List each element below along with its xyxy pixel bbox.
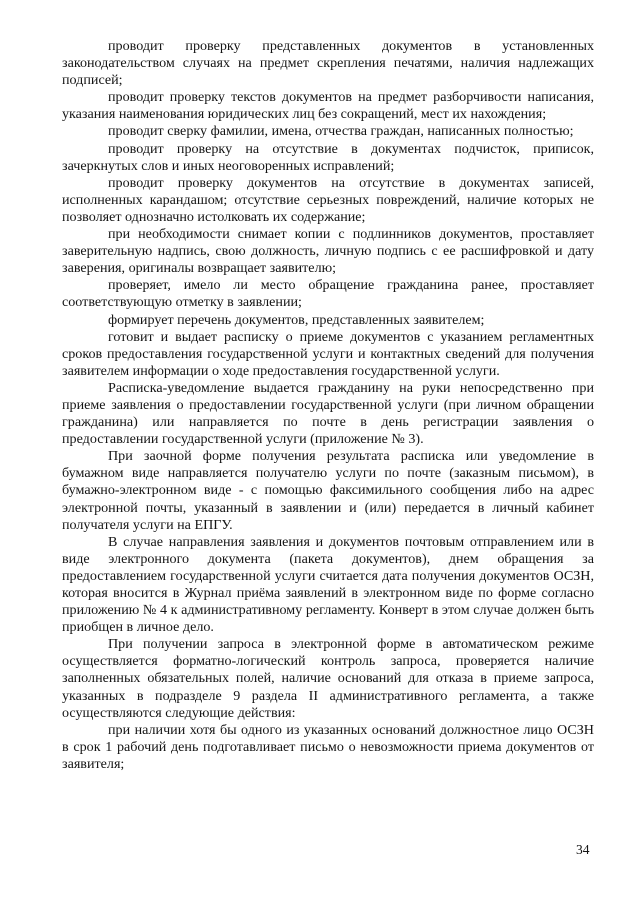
paragraph-check-legibility: проводит проверку текстов документов на предмет разборчивости написания, указания наименования юридических лиц без сокращений, мест их нахождения;	[62, 89, 594, 123]
paragraph-electronic-request: При получении запроса в электронной форме в автоматическом режиме осуществляется форматно-логический контроль запроса, проверяется наличие заполненных обязательных полей, наличие оснований для отказа в приеме запроса, указанных в подразделе 9 раздела II административного регламента, а также осуществляются следующие действия:	[62, 636, 594, 721]
paragraph-receipt: готовит и выдает расписку о приеме документов с указанием регламентных сроков предоставления государственной услуги и контактных сведений для получения заявителем информации о ходе предоставления государственной услуги.	[62, 328, 594, 379]
paragraph-previous-request: проверяет, имело ли место обращение гражданина ранее, проставляет соответствующую отметку в заявлении;	[62, 277, 594, 311]
paragraph-check-pencil: проводит проверку документов на отсутствие в документах записей, исполненных карандашом; отсутствие серьезных повреждений, наличие которых не позволяет однозначно истолковать их содержание;	[62, 174, 594, 225]
paragraph-remote-delivery: При заочной форме получения результата расписка или уведомление в бумажном виде направляется получателю услуги по почте (заказным письмом), в бумажно-электронном виде - с помощью факсимильного сообщения либо на адрес электронной почты, указанный в заявлении и (или) передается в личный кабинет получателя услуги на ЕПГУ.	[62, 448, 594, 533]
paragraph-document-list: формирует перечень документов, представленных заявителем;	[108, 311, 485, 328]
page-number: 34	[576, 842, 590, 857]
paragraph-check-names: проводит сверку фамилии, имена, отчества граждан, написанных полностью;	[108, 123, 574, 140]
paragraph-copies: при необходимости снимает копии с подлинников документов, проставляет заверительную надпись, свою должность, личную подпись с ее расшифровкой и дату заверения, оригиналы возвращает заявителю;	[62, 226, 594, 277]
paragraph-refusal-letter: при наличии хотя бы одного из указанных оснований должностное лицо ОСЗН в срок 1 рабочий день подготавливает письмо о невозможности приема документов от заявителя;	[62, 721, 594, 772]
paragraph-postal-submission: В случае направления заявления и документов почтовым отправлением или в виде электронного документа (пакета документов), днем обращения за предоставлением государственной услуги считается дата получения документов ОСЗН, которая вносится в Журнал приёма заявлений в электронном виде по форме согласно приложению № 4 к административному регламенту. Конверт в этом случае должен быть приобщен в личное дело.	[62, 533, 594, 636]
paragraph-check-seals: проводит проверку представленных документов в установленных законодательством случаях на предмет скрепления печатями, наличия надлежащих подписей;	[62, 38, 594, 89]
document-body	[62, 38, 594, 773]
paragraph-receipt-notice: Расписка-уведомление выдается гражданину на руки непосредственно при приеме заявления о предоставлении государственной услуги (при личном обращении гражданина) или направляется по почте в день регистрации заявления о предоставлении государственной услуги (приложение № 3).	[62, 379, 594, 448]
paragraph-check-erasures: проводит проверку на отсутствие в документах подчисток, приписок, зачеркнутых слов и иных неоговоренных исправлений;	[62, 140, 594, 174]
